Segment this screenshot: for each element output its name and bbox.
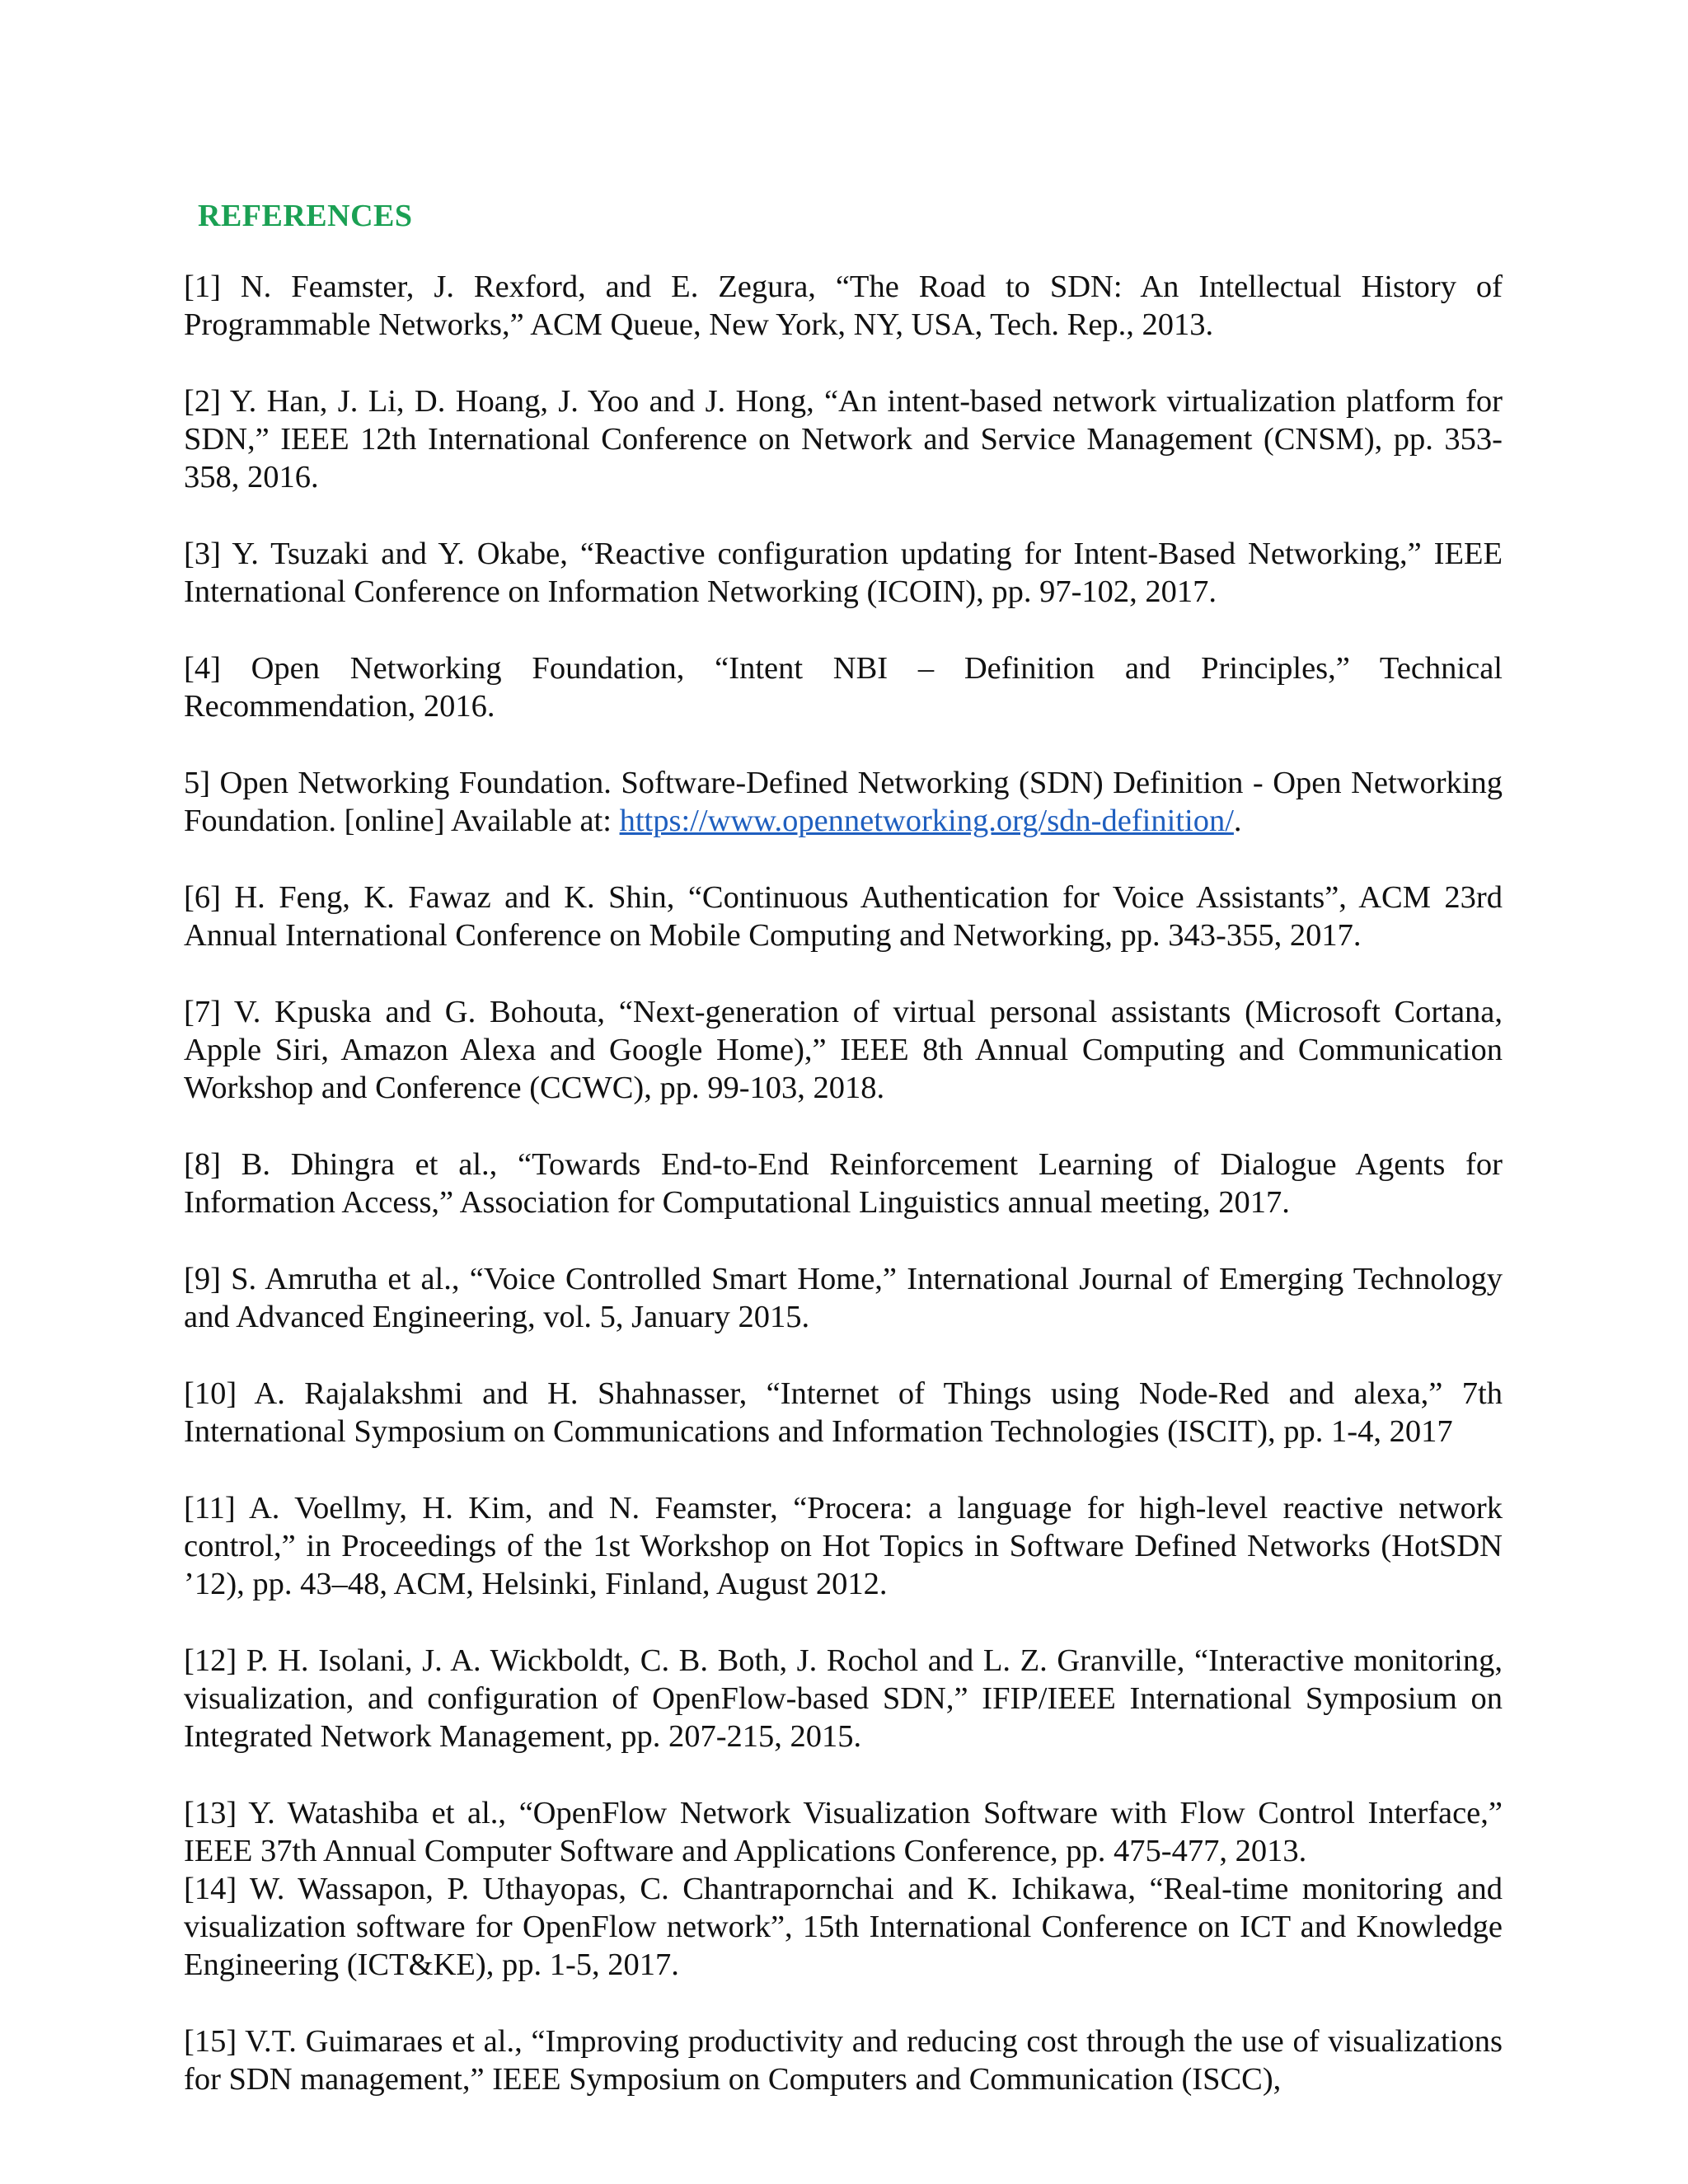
reference-item-11: [11] A. Voellmy, H. Kim, and N. Feamster, “Procera: a language for high-level reactive network control,” in Proceedings of the 1st Workshop on Hot Topics in Software Defined Networks (HotSDN ’12), pp. 43–48, ACM, Helsinki, Finland, August 2012. bbox=[184, 1491, 1503, 1601]
reference-item-10: [10] A. Rajalakshmi and H. Shahnasser, “Internet of Things using Node-Red and alexa,” 7th International Symposium on Communications and Information Technologies (ISCIT), pp. 1-4, 2017 bbox=[184, 1376, 1503, 1449]
reference-item-14: [14] W. Wassapon, P. Uthayopas, C. Chantrapornchai and K. Ichikawa, “Real-time monitoring and visualization software for OpenFlow network”, 15th International Conference on ICT and Knowledge Engineering (ICT&KE), pp. 1-5, 2017. bbox=[184, 1872, 1503, 1982]
reference-item-9: [9] S. Amrutha et al., “Voice Controlled Smart Home,” International Journal of Emerging Technology and Advanced Engineering, vol. 5, January 2015. bbox=[184, 1262, 1503, 1334]
reference-item-6: [6] H. Feng, K. Fawaz and K. Shin, “Continuous Authentication for Voice Assistants”, ACM 23rd Annual International Conference on Mobile Computing and Networking, pp. 343-355, 2017. bbox=[184, 880, 1503, 953]
references-heading: REFERENCES bbox=[198, 199, 413, 233]
reference-item-1: [1] N. Feamster, J. Rexford, and E. Zegura, “The Road to SDN: An Intellectual History of Programmable Networks,” ACM Queue, New York, NY, USA, Tech. Rep., 2013. bbox=[184, 269, 1503, 342]
reference-item-5-period: . bbox=[1233, 804, 1242, 838]
reference-item-2: [2] Y. Han, J. Li, D. Hoang, J. Yoo and J. Hong, “An intent-based network virtualization platform for SDN,” IEEE 12th International Conference on Network and Service Management (CNSM), pp. 353- 358, 2016. bbox=[184, 384, 1503, 494]
reference-item-8: [8] B. Dhingra et al., “Towards End-to-End Reinforcement Learning of Dialogue Agents for Information Access,” Association for Computational Linguistics annual meeting, 2017. bbox=[184, 1147, 1503, 1220]
reference-item-5 bbox=[184, 764, 1503, 840]
reference-item-12: [12] P. H. Isolani, J. A. Wickboldt, C. B. Both, J. Rochol and L. Z. Granville, “Interactive monitoring, visualization, and configuration of OpenFlow-based SDN,” IFIP/IEEE International Symposium on Integrated Network Management, pp. 207-215, 2015. bbox=[184, 1643, 1503, 1754]
reference-item-7: [7] V. Kpuska and G. Bohouta, “Next-generation of virtual personal assistants (Microsoft Cortana, Apple Siri, Amazon Alexa and Google Home),” IEEE 8th Annual Computing and Communication Workshop and Conference (CCWC), pp. 99-103, 2018. bbox=[184, 995, 1503, 1105]
reference-item-15: [15] V.T. Guimaraes et al., “Improving productivity and reducing cost through the use of visualizations for SDN management,” IEEE Symposium on Computers and Communication (ISCC), bbox=[184, 2024, 1503, 2097]
reference-item-5-text: 5] Open Networking Foundation. Software-Defined Networking (SDN) Definition - Open Networking Foundation. [online] Available at: bbox=[184, 766, 1503, 838]
reference-item-3: [3] Y. Tsuzaki and Y. Okabe, “Reactive configuration updating for Intent-Based Networking,” IEEE International Conference on Information Networking (ICOIN), pp. 97-102, 2017. bbox=[184, 537, 1503, 609]
reference-item-13: [13] Y. Watashiba et al., “OpenFlow Network Visualization Software with Flow Control Interface,” IEEE 37th Annual Computer Software and Applications Conference, pp. 475-477, 2013. bbox=[184, 1796, 1503, 1868]
reference-item-4: [4] Open Networking Foundation, “Intent NBI – Definition and Principles,” Technical Recommendation, 2016. bbox=[184, 651, 1503, 724]
reference-list bbox=[184, 268, 1503, 2098]
sdn-definition-link[interactable]: https://www.opennetworking.org/sdn-definition/ bbox=[619, 804, 1234, 838]
